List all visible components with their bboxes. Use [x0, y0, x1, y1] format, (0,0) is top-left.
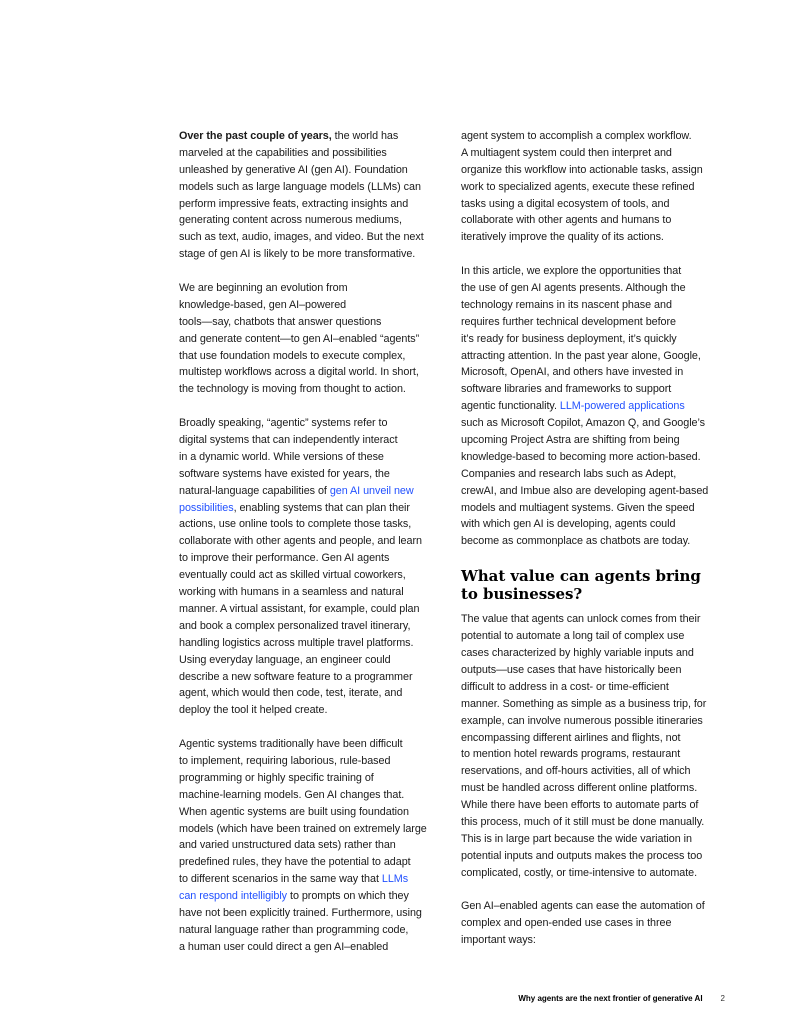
- text-line: crewAI, and Imbue also are developing agent-based: [461, 484, 709, 497]
- text-line: [179, 483, 447, 500]
- text-segment: to prompts on which they: [287, 890, 409, 903]
- paragraph: [179, 415, 447, 719]
- text-line: handling logistics across multiple travel platforms.: [179, 636, 414, 649]
- paragraph: [179, 736, 447, 956]
- text-line: generating content across numerous mediums,: [179, 214, 402, 227]
- right-column: [461, 128, 729, 949]
- text-line: complex and open-ended use cases in three: [461, 917, 672, 930]
- text-line: the use of gen AI agents presents. Although the: [461, 282, 686, 295]
- text-segment: , enabling systems that can plan their: [233, 501, 410, 514]
- text-line: [461, 398, 729, 415]
- text-line: upcoming Project Astra are shifting from being: [461, 434, 680, 447]
- text-line: to implement, requiring laborious, rule-based: [179, 754, 391, 767]
- paragraph: [179, 128, 447, 263]
- text-line: must be handled across different online platforms.: [461, 782, 698, 795]
- text-line: While there have been efforts to automate parts of: [461, 799, 699, 812]
- paragraph-gap: [179, 263, 447, 280]
- text-line: agent, which would then code, test, iterate, and: [179, 687, 403, 700]
- text-line: become as commonplace as chatbots are today.: [461, 535, 691, 548]
- text-line: Agentic systems traditionally have been difficult: [179, 738, 403, 751]
- text-line: models and multiagent systems. Given the speed: [461, 501, 695, 514]
- text-line: potential to automate a long tail of complex use: [461, 630, 685, 643]
- paragraph-gap: [461, 882, 729, 899]
- text-line: We are beginning an evolution from: [179, 282, 348, 295]
- paragraph-gap: [179, 719, 447, 736]
- text-line: manner. A virtual assistant, for example, could plan: [179, 602, 420, 615]
- text-line: models (which have been trained on extremely large: [179, 822, 427, 835]
- text-line: marveled at the capabilities and possibilities: [179, 146, 387, 159]
- text-line: such as Microsoft Copilot, Amazon Q, and Google’s: [461, 417, 706, 430]
- text-line: [179, 128, 447, 145]
- text-segment: agentic functionality.: [461, 400, 560, 413]
- heading-line: to businesses?: [461, 585, 583, 604]
- text-line: requires further technical development before: [461, 315, 677, 328]
- text-line: and book a complex personalized travel itinerary,: [179, 619, 411, 632]
- inline-link[interactable]: LLMs: [381, 873, 409, 886]
- inline-link[interactable]: gen AI unveil new: [329, 484, 414, 497]
- text-line: software libraries and frameworks to support: [461, 383, 672, 396]
- text-line: The value that agents can unlock comes from their: [461, 613, 701, 626]
- text-line: outputs—use cases that have historically been: [461, 663, 682, 676]
- text-line: unleashed by generative AI (gen AI). Foundation: [179, 163, 408, 176]
- text-line: knowledge-based to becoming more action-based.: [461, 450, 701, 463]
- text-line: Using everyday language, an engineer could: [179, 653, 391, 666]
- text-line: with which gen AI is developing, agents could: [461, 518, 676, 531]
- paragraph: [461, 263, 729, 550]
- text-line: it’s ready for business deployment, it’s quickly: [461, 332, 677, 345]
- text-line: stage of gen AI is likely to be more transformative.: [179, 248, 416, 261]
- text-line: In this article, we explore the opportunities that: [461, 265, 682, 278]
- text-line: predefined rules, they have the potential to adapt: [179, 856, 411, 869]
- text-line: in a dynamic world. While versions of these: [179, 450, 384, 463]
- text-line: complicated, costly, or time-intensive to automate.: [461, 866, 698, 879]
- text-line: This is in large part because the wide variation in: [461, 832, 692, 845]
- text-line: manner. Something as simple as a business trip, for: [461, 697, 707, 710]
- text-line: have not been explicitly trained. Furthermore, using: [179, 906, 422, 919]
- text-line: knowledge-based, gen AI–powered: [179, 298, 347, 311]
- paragraph-gap: [461, 246, 729, 263]
- text-line: When agentic systems are built using foundation: [179, 805, 409, 818]
- text-line: tasks using a digital ecosystem of tools, and: [461, 197, 670, 210]
- text-line: digital systems that can independently interact: [179, 434, 398, 447]
- text-line: A multiagent system could then interpret and: [461, 146, 672, 159]
- text-line: tools—say, chatbots that answer questions: [179, 315, 382, 328]
- text-line: work to specialized agents, execute these refined: [461, 180, 695, 193]
- text-line: potential inputs and outputs makes the process too: [461, 849, 703, 862]
- text-line: Companies and research labs such as Adept,: [461, 467, 677, 480]
- paragraph: [179, 280, 447, 398]
- text-line: programming or highly specific training of: [179, 771, 374, 784]
- text-line: [179, 888, 447, 905]
- text-line: cases characterized by highly variable inputs and: [461, 647, 694, 660]
- text-line: Broadly speaking, “agentic” systems refer to: [179, 417, 388, 430]
- text-line: multistep workflows across a digital world. In short,: [179, 366, 419, 379]
- text-line: models such as large language models (LLMs) can: [179, 180, 421, 193]
- text-segment: to different scenarios in the same way that: [179, 873, 382, 886]
- footer-title: Why agents are the next frontier of generative AI: [518, 994, 703, 1003]
- text-line: perform impressive feats, extracting insights and: [179, 197, 409, 210]
- inline-link[interactable]: can respond intelligibly: [179, 890, 288, 903]
- paragraph: [461, 128, 729, 246]
- text-line: natural language rather than programming code,: [179, 923, 409, 936]
- text-line: encompassing different airlines and flights, not: [461, 731, 681, 744]
- text-line: attracting attention. In the past year alone, Google,: [461, 349, 701, 362]
- section-heading: [461, 567, 729, 603]
- text-line: working with humans in a seamless and natural: [179, 586, 404, 599]
- paragraph: [461, 611, 729, 881]
- text-line: eventually could act as skilled virtual coworkers,: [179, 569, 406, 582]
- text-line: important ways:: [461, 934, 536, 947]
- text-line: reservations, and off-hours activities, all of which: [461, 765, 691, 778]
- text-line: example, can involve numerous possible itineraries: [461, 714, 703, 727]
- text-segment: natural-language capabilities of: [179, 484, 330, 497]
- text-line: a human user could direct a gen AI–enabled: [179, 940, 389, 953]
- text-line: [179, 500, 447, 517]
- text-line: organize this workflow into actionable tasks, assign: [461, 163, 703, 176]
- text-line: collaborate with other agents and people, and learn: [179, 535, 422, 548]
- text-line: actions, use online tools to complete those tasks,: [179, 518, 412, 531]
- text-line: describe a new software feature to a programmer: [179, 670, 413, 683]
- section-heading-wrap: [461, 567, 729, 603]
- text-segment: the world has: [331, 130, 399, 142]
- text-line: this process, much of it still must be done manually.: [461, 815, 705, 828]
- text-line: software systems have existed for years, the: [179, 467, 390, 480]
- text-line: and varied unstructured data sets) rather than: [179, 839, 396, 852]
- text-line: such as text, audio, images, and video. But the next: [179, 231, 424, 244]
- left-column: [179, 128, 447, 956]
- lead-in-text: Over the past couple of years,: [179, 130, 332, 142]
- text-line: the technology is moving from thought to action.: [179, 383, 406, 396]
- text-line: [179, 871, 447, 888]
- text-line: difficult to address in a cost- or time-efficient: [461, 680, 669, 693]
- text-line: deploy the tool it helped create.: [179, 704, 328, 717]
- page-number: 2: [720, 994, 725, 1003]
- text-line: collaborate with other agents and humans to: [461, 214, 672, 227]
- text-line: and generate content—to gen AI–enabled “agents”: [179, 332, 420, 345]
- text-line: machine-learning models. Gen AI changes that.: [179, 788, 405, 801]
- text-line: to improve their performance. Gen AI agents: [179, 552, 390, 565]
- text-line: that use foundation models to execute complex,: [179, 349, 406, 362]
- text-line: Gen AI–enabled agents can ease the automation of: [461, 900, 705, 913]
- inline-link[interactable]: possibilities: [179, 501, 234, 514]
- heading-line: What value can agents bring: [461, 567, 701, 586]
- text-line: to mention hotel rewards programs, restaurant: [461, 748, 681, 761]
- text-line: iteratively improve the quality of its actions.: [461, 231, 664, 244]
- paragraph: [461, 898, 729, 949]
- text-line: Microsoft, OpenAI, and others have invested in: [461, 366, 684, 379]
- page-footer: [518, 994, 725, 1003]
- paragraph-gap: [179, 398, 447, 415]
- inline-link[interactable]: LLM-powered applications: [559, 400, 685, 413]
- text-line: agent system to accomplish a complex workflow.: [461, 130, 692, 142]
- text-line: technology remains in its nascent phase and: [461, 298, 672, 311]
